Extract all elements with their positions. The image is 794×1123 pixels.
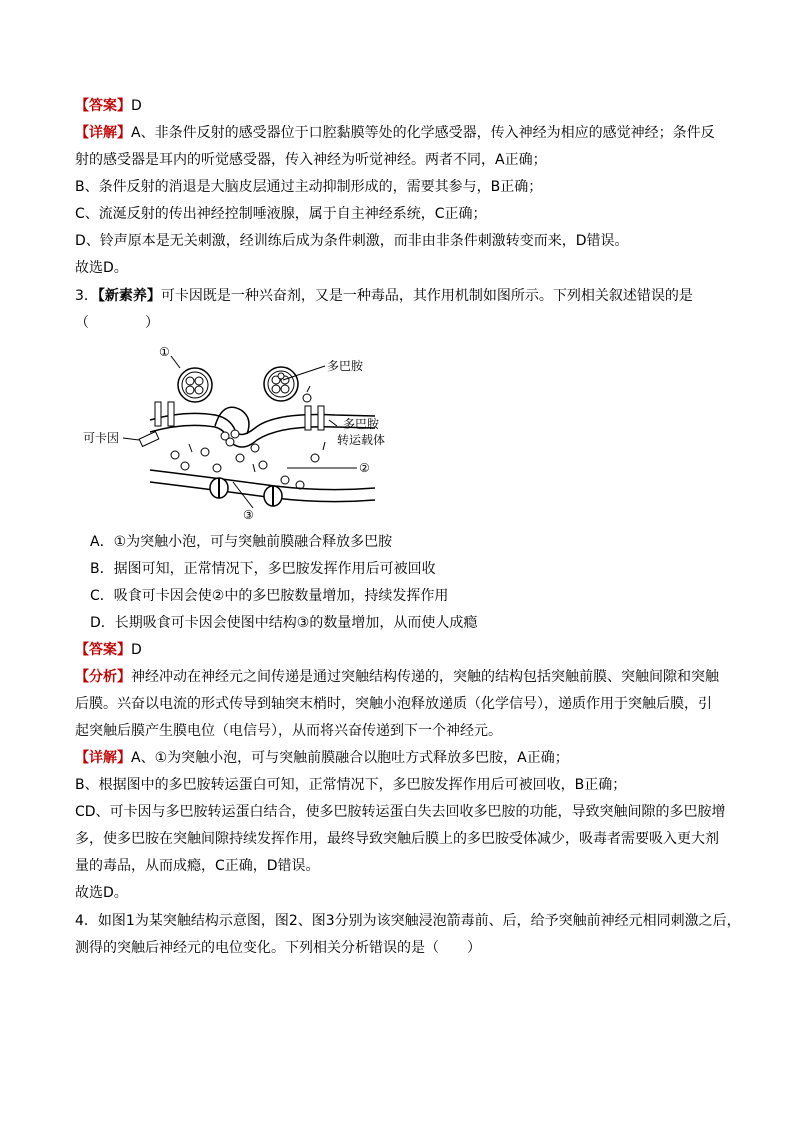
option-c: C．吸食可卡因会使②中的多巴胺数量增加，持续发挥作用 (90, 588, 449, 604)
detail-line-3: B、条件反射的消退是大脑皮层通过主动抑制形成的，需要其参与，B正确； (75, 179, 543, 195)
label-2: ② (359, 461, 370, 475)
analysis-tag: 【分析】 (75, 669, 131, 685)
detail-line-q3-5: 量的毒品，从而成瘾，C正确，D错误。 (75, 858, 320, 874)
dopamine-receptor-1 (210, 478, 228, 498)
conclusion-line-q3: 故选D。 (75, 885, 128, 901)
label-transporter-2: 转运载体 (337, 433, 386, 447)
answer-line (75, 95, 142, 117)
detail-line-1 (75, 122, 715, 144)
label-cocaine: 可卡因 (83, 431, 120, 445)
detail-line-2: 射的感受器是耳内的听觉感受器，传入神经为听觉神经。两者不同，A正确； (75, 152, 547, 168)
detail-line-q3-4: 多，使多巴胺在突触间隙持续发挥作用，最终导致突触后膜上的多巴胺受体减少，吸毒者需要吸入更大剂 (75, 831, 719, 847)
answer-value: D (131, 98, 142, 114)
cocaine-molecule (139, 432, 159, 447)
synaptic-vesicle-1 (178, 368, 212, 402)
conclusion-line: 故选D。 (75, 260, 128, 276)
detail-text: A、非条件反射的感受器位于口腔黏膜等处的化学感受器，传入神经为相应的感觉神经；条件反 (131, 125, 715, 141)
answer-tag: 【答案】 (75, 98, 131, 114)
detail-line-q3-2: B、根据图中的多巴胺转运蛋白可知，正常情况下，多巴胺发挥作用后可被回收，B正确； (75, 777, 627, 793)
synapse-diagram (75, 340, 395, 522)
label-transporter-1: 多巴胺 (343, 417, 380, 431)
dopamine-receptor-2 (264, 486, 282, 506)
label-1: ① (159, 345, 170, 359)
option-a: A．①为突触小泡，可与突触前膜融合释放多巴胺 (90, 534, 393, 550)
question-tag: 【新素养】 (97, 288, 161, 304)
synaptic-vesicle-2 (264, 367, 298, 401)
answer-line-q3 (75, 639, 142, 661)
transporter-left (155, 402, 161, 426)
detail-tag: 【详解】 (75, 125, 131, 141)
analysis-line-3: 起突触后膜产生膜电位（电信号），从而将兴奋传递到下一个神经元。 (75, 723, 502, 739)
analysis-line-2: 后膜。兴奋以电流的形式传导到轴突末梢时，突触小泡释放递质（化学信号），递质作用于突触后膜，引 (75, 696, 712, 712)
detail-line-q3-1 (75, 747, 569, 769)
detail-line-4: C、流涎反射的传出神经控制唾液腺，属于自主神经系统，C正确； (75, 206, 487, 222)
detail-text: A、①为突触小泡，可与突触前膜融合以胞吐方式释放多巴胺，A正确； (131, 750, 569, 766)
question-4-line-2: 测得的突触后神经元的电位变化。下列相关分析错误的是（ ） (75, 940, 481, 956)
detail-line-q3-3: CD、可卡因与多巴胺转运蛋白结合，使多巴胺转运蛋白失去回收多巴胺的功能，导致突触间隙的多巴胺增 (75, 804, 726, 820)
answer-value: D (131, 642, 142, 658)
question-number: 3． (75, 288, 98, 304)
answer-tag: 【答案】 (75, 642, 131, 658)
analysis-line-1 (75, 666, 719, 688)
detail-line-5: D、铃声原本是无关刺激，经训练后成为条件刺激，而非由非条件刺激转变而来，D错误。 (75, 233, 629, 249)
question-4-line-1: 4．如图1为某突触结构示意图，图2、图3分别为该突触浸泡箭毒前、后，给予突触前神经元相同刺激之后， (75, 913, 741, 929)
analysis-text: 神经冲动在神经元之间传递是通过突触结构传递的，突触的结构包括突触前膜、突触间隙和突触 (131, 669, 719, 685)
presynaptic-membrane (150, 413, 375, 434)
label-3: ③ (243, 508, 254, 522)
transporter-right (305, 406, 311, 430)
question-text: 可卡因既是一种兴奋剂，又是一种毒品，其作用机制如图所示。下列相关叙述错误的是 (160, 288, 693, 304)
question-3-paren: （ ） (75, 315, 159, 331)
option-b: B．据图可知，正常情况下，多巴胺发挥作用后可被回收 (90, 561, 436, 577)
label-dopamine: 多巴胺 (327, 359, 364, 373)
option-d: D．长期吸食可卡因会使图中结构③的数量增加，从而使人成瘾 (90, 615, 478, 631)
question-3-stem (75, 285, 693, 307)
detail-tag: 【详解】 (75, 750, 131, 766)
